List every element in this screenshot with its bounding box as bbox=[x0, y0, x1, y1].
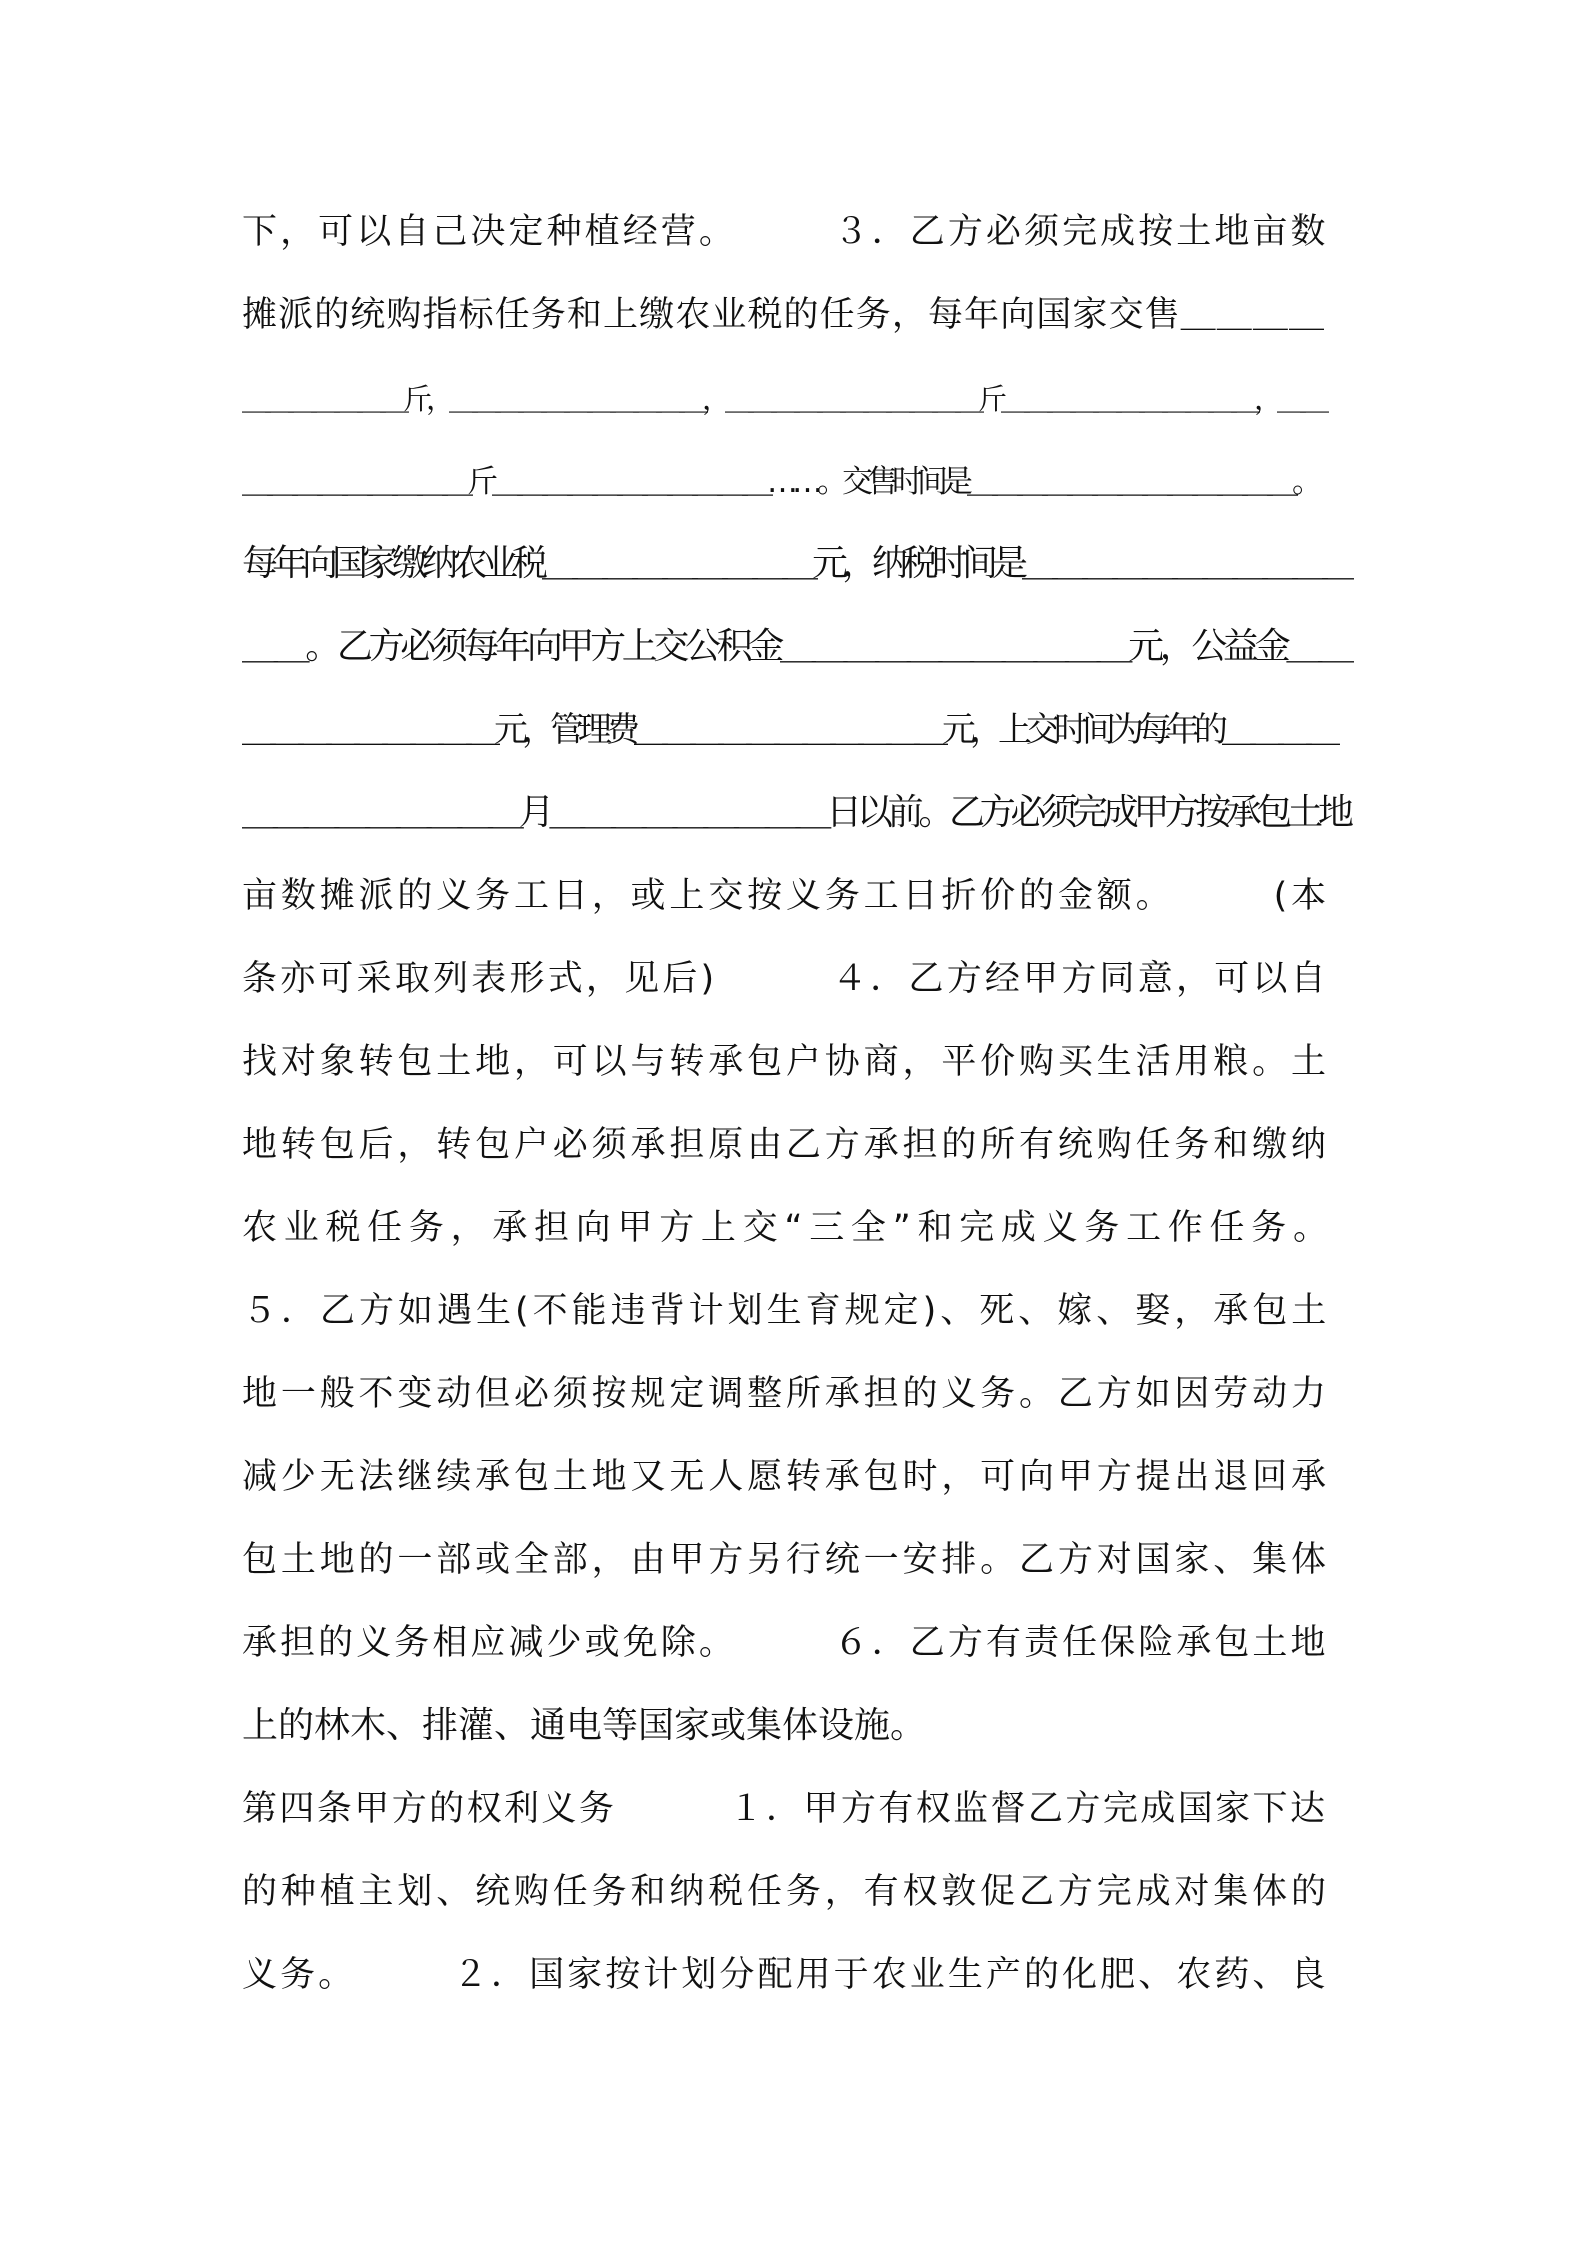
text-line bbox=[242, 1103, 1354, 1186]
text-line bbox=[242, 1684, 1354, 1767]
text-line-content: ＿＿＿＿＿＿＿＿＿月＿＿＿＿＿＿＿＿＿日以前。乙方必须完成甲方按承包土地 bbox=[242, 792, 1349, 833]
text-line bbox=[242, 854, 1354, 937]
text-line bbox=[242, 190, 1354, 273]
text-line-content: ＿＿＿＿＿＿＿斤，＿＿＿＿＿＿＿＿＿＿＿，＿＿＿＿＿＿＿＿＿＿＿斤＿＿＿＿＿＿＿＿＿＿＿，＿＿ bbox=[242, 382, 1324, 416]
text-line bbox=[242, 771, 1354, 854]
text-line bbox=[242, 1601, 1354, 1684]
text-line bbox=[242, 1767, 1354, 1850]
text-line-content: 摊派的统购指标任务和上缴农业税的任务，每年向国家交售＿＿＿＿ bbox=[242, 295, 1326, 335]
text-line bbox=[242, 937, 1354, 1020]
text-line-content: 每年向国家缴纳农业税＿＿＿＿＿＿＿＿＿元，纳税时间是＿＿＿＿＿＿＿＿＿＿＿ bbox=[242, 543, 1353, 584]
text-line-content: 义务。 ２．国家按计划分配用于农业生产的化肥、农药、良 bbox=[242, 1955, 1329, 1995]
text-line bbox=[242, 1435, 1354, 1518]
text-line-content: 包土地的一部或全部，由甲方另行统一安排。乙方对国家、集体 bbox=[242, 1540, 1330, 1580]
text-line-content: 承担的义务相应减少或免除。 ６．乙方有责任保险承包土地 bbox=[242, 1623, 1329, 1663]
text-line bbox=[242, 1269, 1354, 1352]
text-line-content: 第四条甲方的权利义务 １．甲方有权监督乙方完成国家下达 bbox=[242, 1789, 1328, 1829]
text-line bbox=[242, 688, 1354, 771]
text-line-content: 上的林木、排灌、通电等国家或集体设施。 bbox=[242, 1705, 927, 1746]
text-line bbox=[242, 273, 1354, 356]
text-line bbox=[242, 356, 1354, 439]
text-line-content: ＿＿＿＿＿＿＿＿＿斤＿＿＿＿＿＿＿＿＿＿＿……。交售时间是＿＿＿＿＿＿＿＿＿＿＿＿＿。 bbox=[242, 464, 1317, 500]
document-body bbox=[242, 190, 1354, 2016]
text-line-content: 的种植主划、统购任务和纳税任务，有权敦促乙方完成对集体的 bbox=[242, 1872, 1330, 1912]
text-line-content: 农业税任务，承担向甲方上交“三全”和完成义务工作任务。 bbox=[242, 1208, 1335, 1248]
text-line-content: 条亦可采取列表形式，见后) ４．乙方经甲方同意，可以自 bbox=[242, 959, 1329, 999]
text-line bbox=[242, 1518, 1354, 1601]
text-line bbox=[242, 1186, 1354, 1269]
text-line bbox=[242, 605, 1354, 688]
text-line-content: 找对象转包土地，可以与转承包户协商，平价购买生活用粮。土 bbox=[242, 1042, 1330, 1082]
text-line bbox=[242, 1020, 1354, 1103]
text-line bbox=[242, 1352, 1354, 1435]
text-line-content: 地转包后，转包户必须承担原由乙方承担的所有统购任务和缴纳 bbox=[242, 1125, 1330, 1165]
text-line-content: 减少无法继续承包土地又无人愿转承包时，可向甲方提出退回承 bbox=[242, 1457, 1330, 1497]
text-line bbox=[242, 1850, 1354, 1933]
text-line-content: ＿＿。乙方必须每年向甲方上交公积金＿＿＿＿＿＿＿＿＿＿＿元，公益金＿＿ bbox=[242, 626, 1350, 667]
text-line-content: ＿＿＿＿＿＿＿＿＿元，管理费＿＿＿＿＿＿＿＿＿＿＿元，上交时间为每年的＿＿＿＿ bbox=[242, 710, 1334, 750]
text-line-content: 亩数摊派的义务工日，或上交按义务工日折价的金额。 (本 bbox=[242, 876, 1330, 916]
text-line-content: 地一般不变动但必须按规定调整所承担的义务。乙方如因劳动力 bbox=[242, 1374, 1330, 1414]
text-line bbox=[242, 522, 1354, 605]
text-line bbox=[242, 439, 1354, 522]
text-line-content: 下，可以自己决定种植经营。 ３．乙方必须完成按土地亩数 bbox=[242, 212, 1329, 252]
text-line bbox=[242, 1933, 1354, 2016]
text-line-content: ５．乙方如遇生(不能违背计划生育规定)、死、嫁、娶，承包土 bbox=[242, 1291, 1331, 1331]
